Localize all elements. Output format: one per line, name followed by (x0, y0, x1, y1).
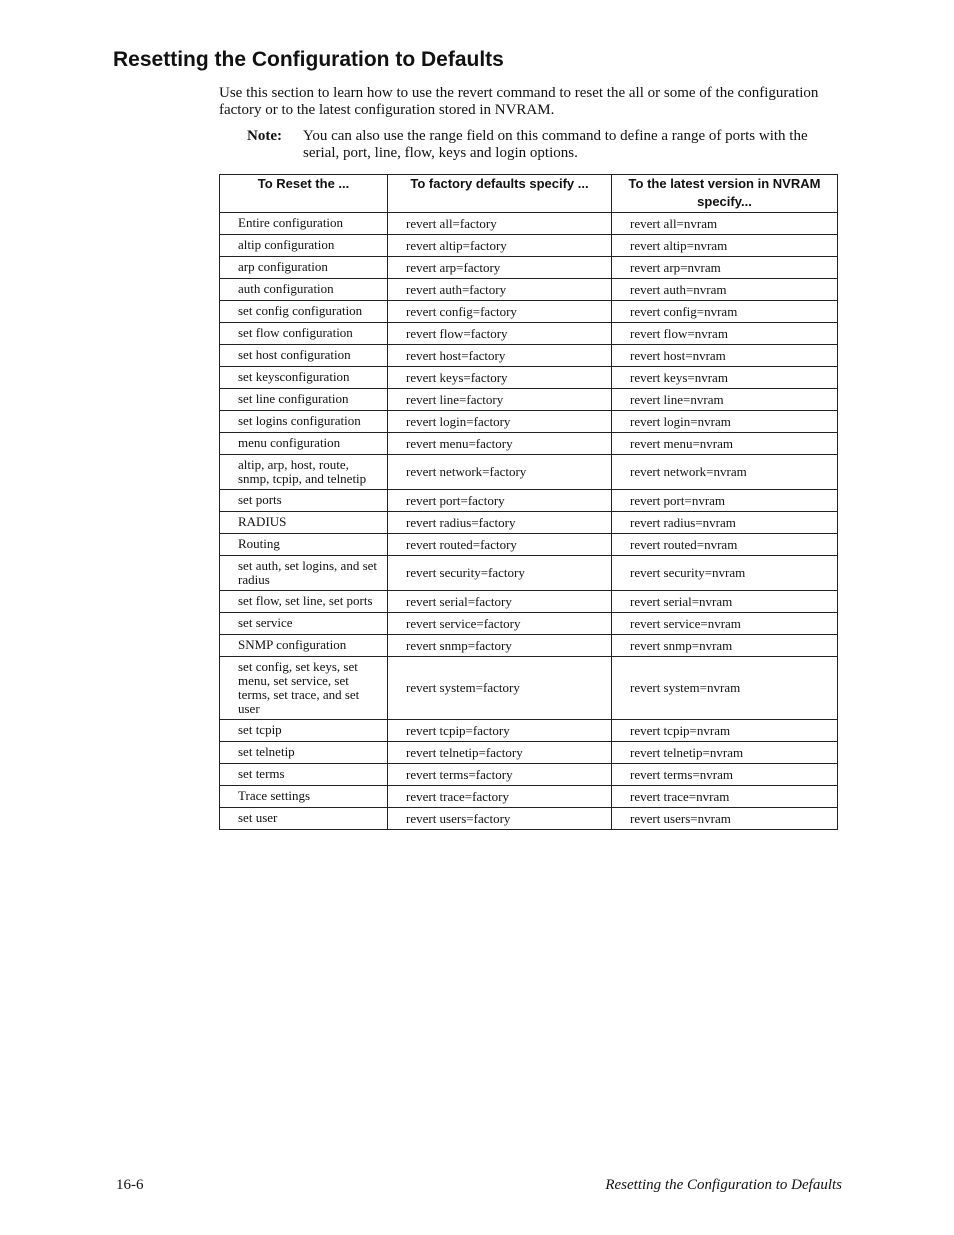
reset-target-cell: set config configuration (220, 301, 388, 323)
factory-command-cell: revert snmp=factory (388, 635, 612, 657)
factory-command-cell: revert line=factory (388, 389, 612, 411)
factory-command-cell: revert port=factory (388, 490, 612, 512)
factory-command-cell: revert security=factory (388, 556, 612, 591)
table-row (220, 512, 838, 534)
reset-target-cell: set keysconfiguration (220, 367, 388, 389)
table-header-row (220, 175, 838, 213)
nvram-command-cell: revert service=nvram (612, 613, 838, 635)
nvram-command-cell: revert trace=nvram (612, 786, 838, 808)
nvram-command-cell: revert system=nvram (612, 657, 838, 720)
reset-target-cell: Trace settings (220, 786, 388, 808)
nvram-command-cell: revert line=nvram (612, 389, 838, 411)
table-row (220, 635, 838, 657)
table-row (220, 235, 838, 257)
table-row (220, 301, 838, 323)
factory-command-cell: revert routed=factory (388, 534, 612, 556)
running-footer-title: Resetting the Configuration to Defaults (605, 1177, 842, 1193)
nvram-command-cell: revert serial=nvram (612, 591, 838, 613)
nvram-command-cell: revert security=nvram (612, 556, 838, 591)
reset-target-cell: set host configuration (220, 345, 388, 367)
reset-target-cell: set ports (220, 490, 388, 512)
table-row (220, 764, 838, 786)
nvram-command-cell: revert auth=nvram (612, 279, 838, 301)
table-row (220, 389, 838, 411)
reset-target-cell: Entire configuration (220, 213, 388, 235)
table-row (220, 367, 838, 389)
nvram-command-cell: revert network=nvram (612, 455, 838, 490)
table-row (220, 556, 838, 591)
factory-command-cell: revert login=factory (388, 411, 612, 433)
nvram-command-cell: revert menu=nvram (612, 433, 838, 455)
reset-target-cell: set logins configuration (220, 411, 388, 433)
header-nvram-command: To the latest version in NVRAM specify... (612, 175, 838, 213)
reset-target-cell: SNMP configuration (220, 635, 388, 657)
reset-target-cell: arp configuration (220, 257, 388, 279)
page-title: Resetting the Configuration to Defaults (113, 48, 504, 71)
factory-command-cell: revert system=factory (388, 657, 612, 720)
factory-command-cell: revert altip=factory (388, 235, 612, 257)
reset-target-cell: RADIUS (220, 512, 388, 534)
page-number: 16-6 (116, 1177, 144, 1193)
factory-command-cell: revert arp=factory (388, 257, 612, 279)
reset-target-cell: Routing (220, 534, 388, 556)
note-text: You can also use the range field on this command to define a range of ports with the serial, port, line, flow, keys and login options. (303, 128, 808, 161)
table-row (220, 613, 838, 635)
factory-command-cell: revert auth=factory (388, 279, 612, 301)
factory-command-cell: revert network=factory (388, 455, 612, 490)
factory-command-cell: revert tcpip=factory (388, 720, 612, 742)
nvram-command-cell: revert all=nvram (612, 213, 838, 235)
factory-command-cell: revert radius=factory (388, 512, 612, 534)
factory-command-cell: revert serial=factory (388, 591, 612, 613)
table-row (220, 490, 838, 512)
reset-target-cell: set flow, set line, set ports (220, 591, 388, 613)
factory-command-cell: revert keys=factory (388, 367, 612, 389)
table-body (220, 213, 838, 830)
table-row (220, 534, 838, 556)
nvram-command-cell: revert host=nvram (612, 345, 838, 367)
factory-command-cell: revert flow=factory (388, 323, 612, 345)
factory-command-cell: revert config=factory (388, 301, 612, 323)
factory-command-cell: revert host=factory (388, 345, 612, 367)
nvram-command-cell: revert flow=nvram (612, 323, 838, 345)
table-row (220, 323, 838, 345)
revert-commands-table (219, 174, 838, 830)
table-row (220, 786, 838, 808)
factory-command-cell: revert users=factory (388, 808, 612, 830)
nvram-command-cell: revert port=nvram (612, 490, 838, 512)
nvram-command-cell: revert keys=nvram (612, 367, 838, 389)
table-row (220, 720, 838, 742)
reset-target-cell: set terms (220, 764, 388, 786)
reset-target-cell: set auth, set logins, and set radius (220, 556, 388, 591)
reset-target-cell: set service (220, 613, 388, 635)
nvram-command-cell: revert arp=nvram (612, 257, 838, 279)
table-row (220, 411, 838, 433)
factory-command-cell: revert trace=factory (388, 786, 612, 808)
nvram-command-cell: revert config=nvram (612, 301, 838, 323)
reset-target-cell: altip configuration (220, 235, 388, 257)
table-row (220, 657, 838, 720)
reset-target-cell: set config, set keys, set menu, set service, set terms, set trace, and set user (220, 657, 388, 720)
reset-target-cell: set tcpip (220, 720, 388, 742)
table-row (220, 455, 838, 490)
note-label: Note: (247, 128, 282, 144)
reset-target-cell: set telnetip (220, 742, 388, 764)
factory-command-cell: revert all=factory (388, 213, 612, 235)
nvram-command-cell: revert snmp=nvram (612, 635, 838, 657)
factory-command-cell: revert telnetip=factory (388, 742, 612, 764)
table-row (220, 808, 838, 830)
nvram-command-cell: revert radius=nvram (612, 512, 838, 534)
table-row (220, 433, 838, 455)
factory-command-cell: revert service=factory (388, 613, 612, 635)
reset-target-cell: menu configuration (220, 433, 388, 455)
reset-target-cell: altip, arp, host, route, snmp, tcpip, and telnetip (220, 455, 388, 490)
table-row (220, 213, 838, 235)
reset-target-cell: set line configuration (220, 389, 388, 411)
header-reset-target: To Reset the ... (220, 175, 388, 213)
intro-paragraph: Use this section to learn how to use the revert command to reset the all or some of the configuration factory or to the latest configuration stored in NVRAM. (219, 85, 819, 118)
header-factory-command: To factory defaults specify ... (388, 175, 612, 213)
reset-target-cell: set flow configuration (220, 323, 388, 345)
reset-target-cell: auth configuration (220, 279, 388, 301)
nvram-command-cell: revert tcpip=nvram (612, 720, 838, 742)
reset-target-cell: set user (220, 808, 388, 830)
table-row (220, 742, 838, 764)
nvram-command-cell: revert routed=nvram (612, 534, 838, 556)
table-row (220, 345, 838, 367)
factory-command-cell: revert menu=factory (388, 433, 612, 455)
table-row (220, 279, 838, 301)
table-row (220, 257, 838, 279)
nvram-command-cell: revert login=nvram (612, 411, 838, 433)
nvram-command-cell: revert terms=nvram (612, 764, 838, 786)
nvram-command-cell: revert altip=nvram (612, 235, 838, 257)
nvram-command-cell: revert telnetip=nvram (612, 742, 838, 764)
factory-command-cell: revert terms=factory (388, 764, 612, 786)
nvram-command-cell: revert users=nvram (612, 808, 838, 830)
table-row (220, 591, 838, 613)
